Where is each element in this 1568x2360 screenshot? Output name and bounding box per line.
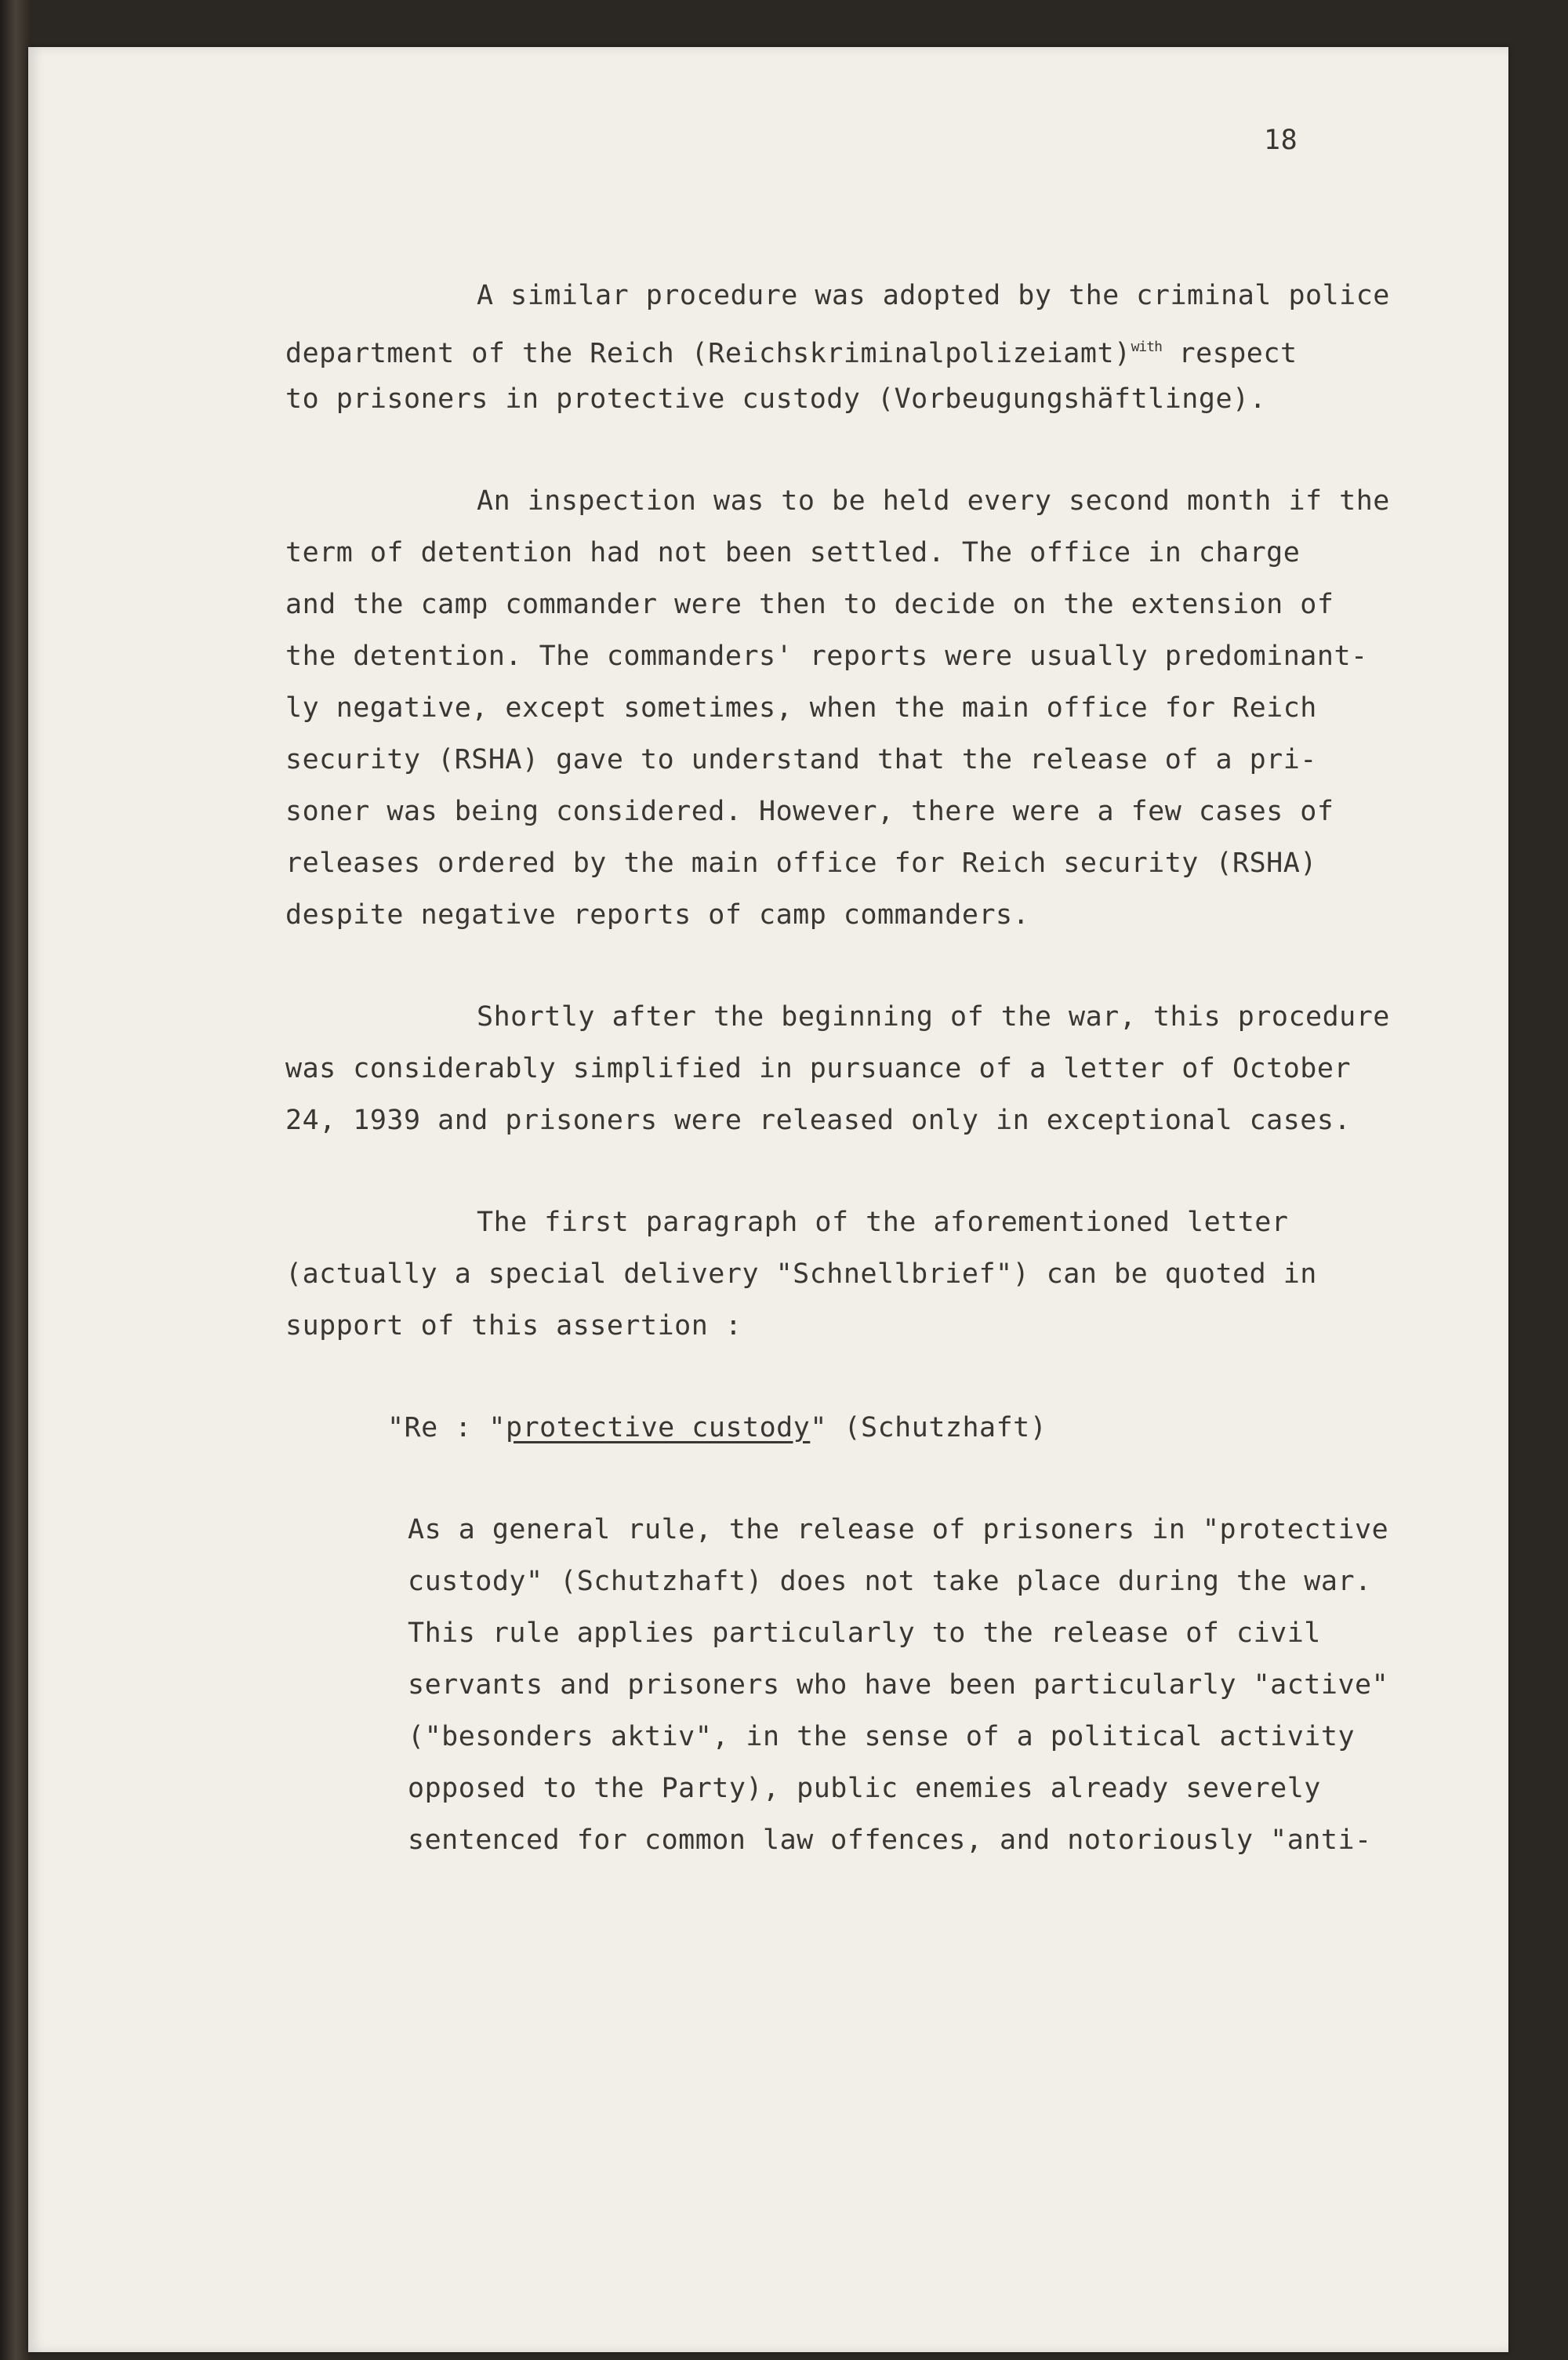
paragraph-1-line-2 xyxy=(285,321,1298,379)
quote-heading-suffix: " (Schutzhaft) xyxy=(810,1412,1047,1443)
paragraph-2-line-1: An inspection was to be held every second month if the xyxy=(477,485,1390,517)
paragraph-2-line-8: releases ordered by the main office for Reich security (RSHA) xyxy=(285,848,1317,879)
paragraph-2-line-9: despite negative reports of camp commanders. xyxy=(285,899,1030,931)
paragraph-2-line-3: and the camp commander were then to decide on the extension of xyxy=(285,589,1334,620)
quote-line-7: sentenced for common law offences, and notoriously "anti- xyxy=(408,1824,1372,1856)
quote-line-6: opposed to the Party), public enemies already severely xyxy=(408,1773,1321,1804)
paragraph-4-line-2: (actually a special delivery "Schnellbrief") can be quoted in xyxy=(285,1258,1317,1290)
paragraph-3-line-1: Shortly after the beginning of the war, this procedure xyxy=(477,1001,1390,1033)
quote-line-5: ("besonders aktiv", in the sense of a political activity xyxy=(408,1721,1356,1752)
quote-heading xyxy=(387,1402,1047,1454)
paragraph-1-line-2-tail: respect xyxy=(1161,338,1298,369)
paragraph-1-line-1: A similar procedure was adopted by the criminal police xyxy=(477,280,1390,311)
handwritten-insertion: with xyxy=(1131,339,1162,355)
quote-line-3: This rule applies particularly to the release of civil xyxy=(408,1618,1321,1649)
paragraph-3-line-2: was considerably simplified in pursuance of a letter of October xyxy=(285,1053,1352,1084)
paragraph-2-line-4: the detention. The commanders' reports were usually predominant- xyxy=(285,641,1368,672)
paragraph-2-line-5: ly negative, except sometimes, when the main office for Reich xyxy=(285,692,1317,724)
quote-line-4: servants and prisoners who have been particularly "active" xyxy=(408,1669,1389,1701)
paragraph-2-line-7: soner was being considered. However, there were a few cases of xyxy=(285,796,1334,827)
paragraph-2-line-6: security (RSHA) gave to understand that the release of a pri- xyxy=(285,744,1317,775)
page-number: 18 xyxy=(1264,125,1298,156)
paragraph-1-line-3: to prisoners in protective custody (Vorbeugungshäftlinge). xyxy=(285,383,1267,415)
paragraph-4-line-1: The first paragraph of the aforementioned letter xyxy=(477,1207,1289,1238)
paragraph-1-line-2-text: department of the Reich (Reichskriminalpolizeiamt) xyxy=(285,338,1131,369)
paragraph-2-line-2: term of detention had not been settled. The office in charge xyxy=(285,537,1301,568)
paragraph-3-line-3: 24, 1939 and prisoners were released only in exceptional cases. xyxy=(285,1105,1352,1136)
quote-heading-prefix: "Re : " xyxy=(387,1412,506,1443)
quote-heading-underlined: protective custody xyxy=(506,1412,811,1443)
paragraph-4-line-3: support of this assertion : xyxy=(285,1310,742,1342)
quote-line-1: As a general rule, the release of prisoners in "protective xyxy=(408,1514,1389,1545)
binding-edge xyxy=(0,0,31,2360)
quote-line-2: custody" (Schutzhaft) does not take place during the war. xyxy=(408,1566,1372,1597)
